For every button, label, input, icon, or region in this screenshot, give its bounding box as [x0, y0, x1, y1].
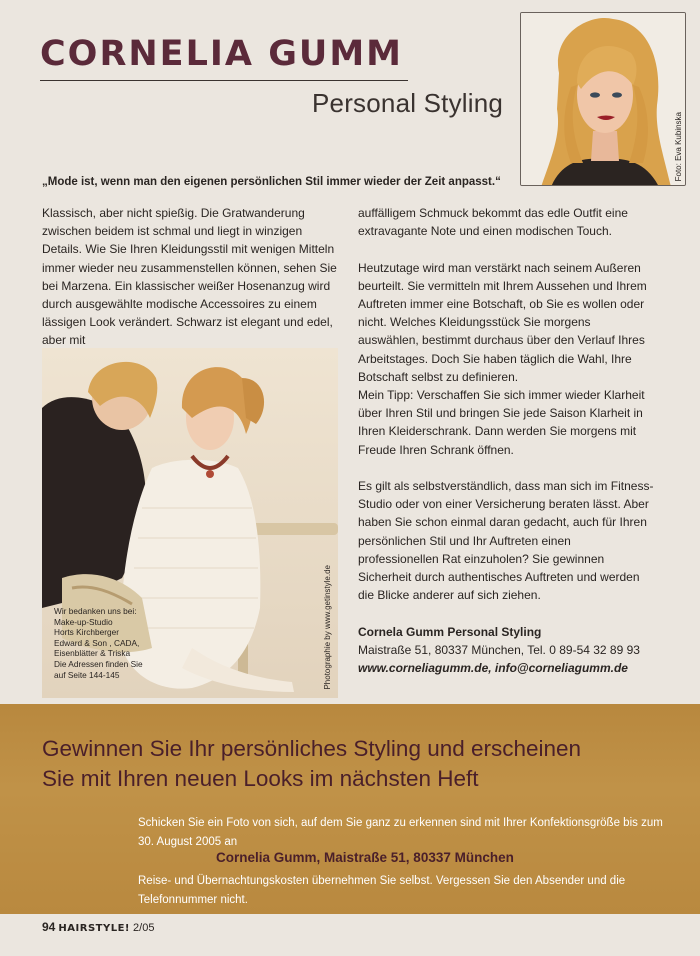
banner-headline-line: Sie mit Ihren neuen Looks im nächsten Heft: [42, 766, 479, 791]
contact-name: Cornela Gumm Personal Styling: [358, 624, 542, 639]
left-paragraph-1: Klassisch, aber nicht spießig. Die Gratwanderung zwischen beidem ist schmal und liegt in winzigen Details. Wie Sie Ihren Kleidungsstil mit wenigen Mitteln immer wieder neu zusammenstellen können, sehen Sie bei Marzena. Ein klassischer weißer Hosenanzug wird durch ausgewählte modische Accessoires zu einem lässigen Look verändert. Schwarz ist elegant und edel, aber mit: [42, 206, 337, 348]
banner-headline: [42, 734, 682, 794]
fashion-photo: [42, 348, 338, 698]
portrait-credit: Foto: Eva Kubinska: [674, 111, 683, 181]
banner-text-note: Reise- und Übernachtungskosten übernehmen Sie selbst. Vergessen Sie den Absender und die Telefonnummer nicht.: [138, 875, 626, 906]
page-number: 94: [42, 920, 56, 934]
magazine-name: HAIRSTYLE!: [58, 923, 130, 934]
thanks-line: auf Seite 144-145: [54, 669, 120, 680]
thanks-line: Make-up-Studio: [54, 616, 113, 627]
contact-web[interactable]: www.corneliagumm.de, info@corneliagumm.de: [358, 661, 628, 676]
portrait-photo: [520, 12, 686, 186]
banner-headline-line: Gewinnen Sie Ihr persönliches Styling und erscheinen: [42, 736, 582, 761]
photo-credit: Photographie by www.getinstyle.de: [323, 565, 332, 690]
right-paragraph-3: Mein Tipp: Verschaffen Sie sich immer wieder Klarheit über Ihren Stil und bringen Sie jede Saison Klarheit in Ihren Kleiderschrank. Dann werden Sie morgens mit Freude Ihren Schrank öffnen.: [358, 388, 645, 457]
left-column: [42, 204, 338, 350]
thanks-line: Wir bedanken uns bei:: [54, 606, 137, 616]
page-title: CORNELIA GUMM: [40, 34, 403, 74]
thanks-line: Eisenblätter & Triska: [54, 648, 131, 659]
thanks-note: [54, 606, 174, 680]
right-paragraph-4: Es gilt als selbstverständlich, dass man sich im Fitness-Studio oder von einer Versicherung beraten lässt. Aber haben Sie schon einmal daran gedacht, auch für Ihren persönlichen Stil und Ihr Auftreten einen professionellen Rat einzuholen? Sie gewinnen Sicherheit durch authentisches Auftreten und werden die Blicke anderer auf sich ziehen.: [358, 479, 654, 603]
right-paragraph-1: auffälligem Schmuck bekommt das edle Outfit eine extravagante Note und einen modischen Touch.: [358, 206, 628, 239]
title-rule: [40, 80, 408, 81]
right-column: [358, 204, 654, 677]
thanks-line: Horts Kirchberger: [54, 627, 120, 638]
contact-address: Maistraße 51, 80337 München, Tel. 0 89-54 32 89 93: [358, 642, 640, 657]
page-footer: [42, 920, 154, 934]
banner-address: Cornelia Gumm, Maistraße 51, 80337 München: [216, 850, 514, 865]
portrait-illustration: [521, 13, 686, 186]
pull-quote: „Mode ist, wenn man den eigenen persönlichen Stil immer wieder der Zeit anpasst.“: [42, 176, 501, 188]
contest-banner: [0, 704, 700, 914]
issue-number: 2/05: [133, 922, 155, 934]
page-subtitle: Personal Styling: [312, 88, 504, 118]
right-paragraph-2: Heutzutage wird man verstärkt nach seinem Außeren beurteilt. Sie vermitteln mit Ihrem Aussehen und Ihrem Auftreten immer eine Botschaft, ob Sie es wollen oder nicht. Welches Kleidungsstück Sie morgens auswählen, bestimmt durchaus über den Verlauf Ihres Arbeitstages. Doch Sie haben täglich die Wahl, Ihre Botschaft selbst zu definieren.: [358, 260, 647, 384]
banner-text-intro: Schicken Sie ein Foto von sich, auf dem Sie ganz zu erkennen sind mit Ihrer Konfektionsgröße bis zum 30. August 2005 an: [138, 817, 663, 848]
thanks-line: Die Adressen finden Sie: [54, 658, 143, 669]
thanks-line: Edward & Son , CADA,: [54, 637, 140, 648]
